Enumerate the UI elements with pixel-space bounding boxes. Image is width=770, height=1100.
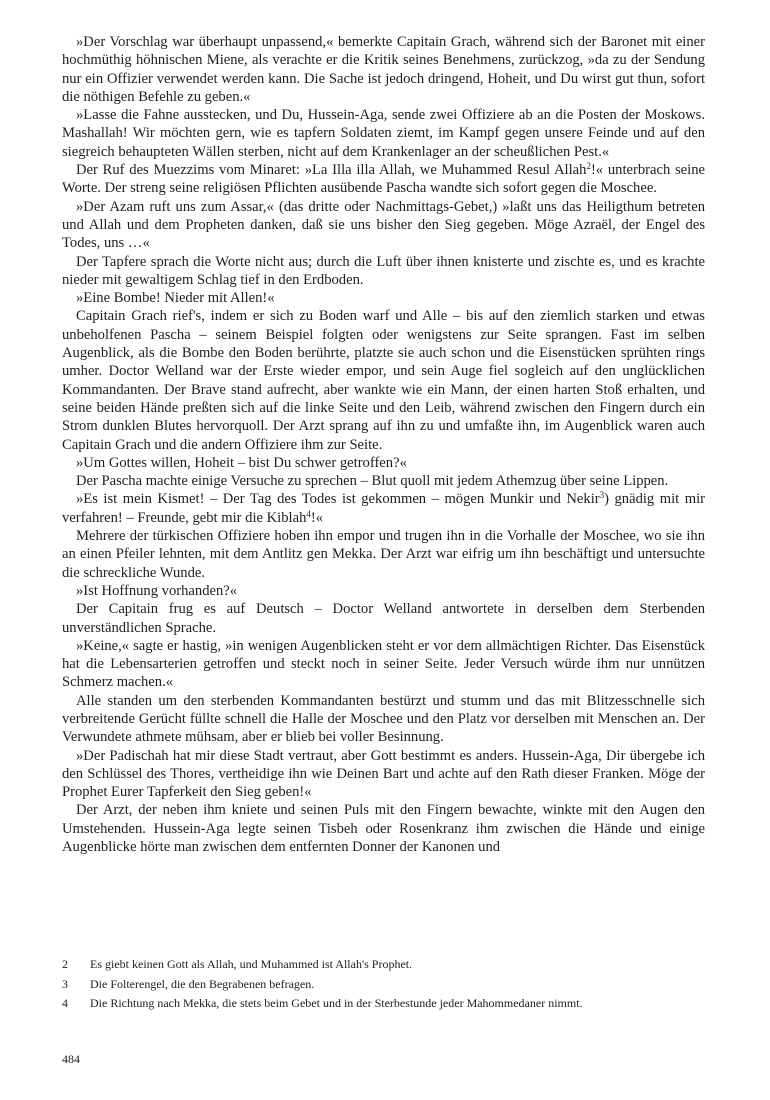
footnote-ref: 2: [586, 161, 591, 172]
paragraph: »Der Vorschlag war überhaupt unpassend,« bemerkte Capitain Grach, während sich der Baronet mit einer hochmüthig höhnischen Miene, als verachte er die Kritik seines Benehmens, zurückzog, »da zu der Sendung nur ein Offizier verwendet werden kann. Die Sache ist jedoch dringend, Hoheit, und Du wirst gut thun, sofort die nöthigen Befehle zu geben.«: [62, 34, 705, 105]
paragraph: »Es ist mein Kismet! – Der Tag des Todes ist gekommen – mögen Munkir und Nekir$^3$) gnädig mit mir verfahren! – Freunde, gebt mir die Kiblah$^4$!«: [62, 490, 705, 526]
paragraph: Der Pascha machte einige Versuche zu sprechen – Blut quoll mit jedem Athemzug über seine Lippen.: [76, 473, 669, 490]
paragraph: »Der Padischah hat mir diese Stadt vertraut, aber Gott bestimmt es anders. Hussein-Aga, Dir übergebe ich den Schlüssel des Thores, vertheidige ihn wie Deinen Bart und achte auf den Rath dieser Franken. Möge der Prophet Eurer Tapferkeit den Sieg geben!«: [62, 747, 705, 801]
paragraph: »Lasse die Fahne ausstecken, und Du, Hussein-Aga, sende zwei Offiziere ab an die Posten der Moskows. Mashallah! Wir möchten gern, wie es tapfern Soldaten ziemt, im Kampf gegen unsere Feinde und auf den siegreich behaupteten Wällen sterben, nicht auf dem Krankenlager an der scheußlichen Pest.«: [62, 107, 705, 160]
paragraph: »Ist Hoffnung vorhanden?«: [76, 582, 238, 599]
paragraph: Der Arzt, der neben ihm kniete und seinen Puls mit den Fingern bewachte, winkte mit den Augen den Umstehenden. Hussein-Aga legte seinen Tisbeh oder Rosenkranz ihm zwischen die Hände und einige Augenblicke hörte man zwischen dem entfernten Donner der Kanonen und: [62, 802, 705, 856]
footnote-text: Es giebt keinen Gott als Allah, und Muhammed ist Allah's Prophet.: [90, 957, 413, 971]
footnote-number: 4: [62, 996, 68, 1010]
paragraph: Der Tapfere sprach die Worte nicht aus; durch die Luft über ihnen knisterte und zischte es, und es krachte nieder mit gewaltigem Schlag tief in den Erdboden.: [62, 253, 705, 288]
footnote: [62, 957, 705, 973]
paragraph: Mehrere der türkischen Offiziere hoben ihn empor und trugen ihn in die Vorhalle der Moschee, wo sie ihn an einen Pfeiler lehnten, mit dem Antlitz gen Mekka. Der Arzt war eifrig um ihn beschäftigt und untersuchte die schreckliche Wunde.: [62, 528, 705, 581]
paragraph: Der Ruf des Muezzims vom Minaret: »La Illa illa Allah, we Muhammed Resul Allah$^2$!« unterbrach seine Worte. Der streng seine religiösen Pflichten ausübende Pascha wandte sich sofort gegen die Moschee.: [62, 161, 705, 197]
page-number: 484: [62, 1052, 80, 1066]
paragraph: »Eine Bombe! Nieder mit Allen!«: [76, 290, 275, 307]
footnote-number: 2: [62, 957, 68, 971]
paragraph: Der Capitain frug es auf Deutsch – Doctor Welland antwortete in derselben dem Sterbenden unverständlichen Sprache.: [62, 601, 705, 636]
paragraph: »Der Azam ruft uns zum Assar,« (das dritte oder Nachmittags-Gebet,) »laßt uns das Heiligthum betreten und Allah und dem Propheten danken, daß sie uns bisher den Sieg gegeben. Möge Azraël, der Engel des Todes, uns …«: [62, 198, 705, 252]
paragraph: Capitain Grach rief's, indem er sich zu Boden warf und Alle – bis auf den ziemlich starken und etwas unbeholfenen Pascha – seinem Beispiel folgten oder wenigstens zur Seite sprangen. Fast im selben Augenblick, als die Bombe den Boden berührte, platzte sie auch schon und die Eisenstücken sprühten rings umher. Doctor Welland war der Erste wieder empor, und sein Auge fiel sogleich auf den unglücklichen Kommandanten. Der Brave stand aufrecht, aber wankte wie ein Mann, der einen harten Stoß erhalten, und seine beiden Hände preßten sich auf die linke Seite und den Leib, während zwischen den Fingern durch ein Strom dunklen Blutes hervorquoll. Der Arzt sprang auf ihn zu und umfaßte ihn, im Augenblick waren auch Capitain Grach und die andern Offiziere ihm zur Seite.: [62, 308, 705, 453]
footnote-number: 3: [62, 976, 68, 991]
footnote-text: Die Richtung nach Mekka, die stets beim Gebet und in der Sterbestunde jeder Mahommedaner nimmt.: [90, 996, 583, 1010]
body-text: [62, 33, 705, 856]
footnote-ref: 3: [599, 490, 605, 501]
footnote: [62, 996, 705, 1012]
paragraph: »Um Gottes willen, Hoheit – bist Du schwer getroffen?«: [76, 454, 407, 471]
footnote-text: Die Folterengel, die den Begrabenen befragen.: [90, 976, 315, 991]
footnote: [62, 977, 705, 993]
footnote-ref: 4: [306, 508, 311, 519]
footnotes: [62, 957, 705, 1016]
paragraph: Alle standen um den sterbenden Kommandanten bestürzt und stumm und das mit Blitzesschnelle sich verbreitende Gerücht füllte schnell die Halle der Moschee und den Platz vor derselben mit Menschen an. Der Verwundete athmete mühsam, aber er blieb bei voller Besinnung.: [62, 692, 705, 746]
paragraph: »Keine,« sagte er hastig, »in wenigen Augenblicken steht er vor dem allmächtigen Richter. Das Eisenstück hat die Lebensarterien getroffen und steckt noch in seiner Seite. Jeder Versuch würde ihm nur unnützen Schmerz machen.«: [62, 637, 705, 691]
